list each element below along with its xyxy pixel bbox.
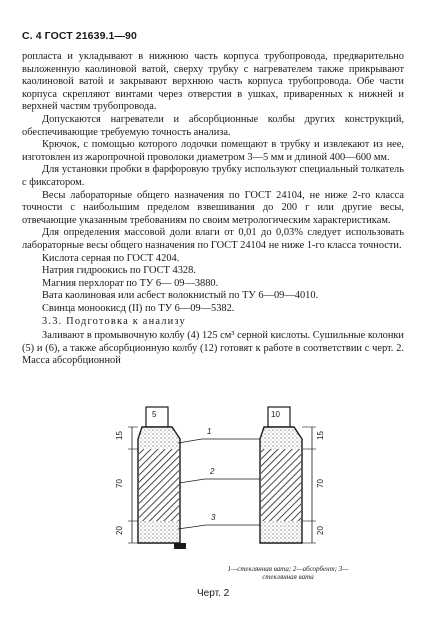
dim-right-middle: 70 [315, 479, 325, 488]
left-top-wool [138, 427, 180, 449]
dim-left-bottom: 20 [114, 526, 124, 535]
callout-1: 1 [207, 427, 212, 436]
reagent-item: Натрия гидроокись по ГОСТ 4328. [42, 265, 196, 277]
dim-right-bottom: 20 [315, 526, 325, 535]
page-header: С. 4 ГОСТ 21639.1—90 [22, 30, 137, 42]
right-bottom-wool [261, 521, 301, 542]
dim-left-top: 15 [114, 431, 124, 440]
figure-drawing [60, 405, 380, 565]
right-column-label: 10 [271, 410, 280, 419]
reagent-item: Магния перхлорат по ТУ 6— 09—3880. [42, 277, 219, 289]
left-column [128, 407, 186, 549]
reagent-item: Вата каолиновая или асбест волокнистый по ТУ 6—09—4010. [42, 290, 319, 302]
dim-left-middle: 70 [114, 479, 124, 488]
right-top-wool [260, 427, 302, 449]
callout-lines [178, 439, 260, 529]
figure-caption: Черт. 2 [197, 588, 230, 599]
body-text [22, 51, 404, 368]
section-heading: 3.3. Подготовка к анализу [42, 316, 186, 328]
paragraph: Заливают в промывочную колбу (4) 125 см³ серной кислоты. Сушильные колонки (5) и (6), а также абсорбционную колбу (12) готовят к работе в соответствии с черт. 2. Масса абсорбционной [22, 330, 404, 367]
paragraph: ропласта и укладывают в нижнюю часть корпуса трубопровода, предварительно выложенную каолиновой ватой, сверху трубку с нагревателем также прикрывают каолиновой ватой и закрывают верхнюю часть корпуса трубопровода. Обе части корпуса скрепляют винтами через отверстия в ушках, приваренных к нижней и верхней частям трубопровода. [22, 51, 404, 113]
callout-2: 2 [210, 467, 215, 476]
dim-right-top: 15 [315, 431, 325, 440]
reagent-item: Кислота серная по ГОСТ 4204. [42, 252, 180, 264]
left-absorbent [139, 449, 179, 521]
left-outlet-tube [174, 543, 186, 549]
callout-3: 3 [211, 513, 216, 522]
paragraph: Для определения массовой доли влаги от 0,01 до 0,03% следует использовать лабораторные весы общего назначения по ГОСТ 24104 не ниже 1-го класса точности. [22, 227, 404, 251]
left-stopper [146, 407, 168, 427]
figure-legend: 1—стеклянная вата; 2—абсорбент; 3—стеклянная вата [227, 565, 349, 581]
paragraph: Для установки пробки в фарфоровую трубку используют специальный толкатель с фиксатором. [22, 164, 404, 188]
right-column [260, 407, 316, 543]
right-absorbent [261, 449, 301, 521]
paragraph: Весы лабораторные общего назначения по ГОСТ 24104, не ниже 2-го класса точности с наибольшим пределом взвешивания до 200 г или другие весы, отвечающие указанным требованиям по своим метрологическим характеристикам. [22, 189, 404, 226]
left-bottom-wool [139, 521, 179, 542]
reagent-item: Свинца моноокисд (II) по ТУ 6—09—5382. [42, 302, 235, 314]
paragraph: Крючок, с помощью которого лодочки помещают в трубку и извлекают из нее, изготовлен из жаропрочной проволоки диаметром 3—5 мм и длиной 400—600 мм. [22, 139, 404, 163]
paragraph: Допускаются нагреватели и абсорбционные колбы других конструкций, обеспечивающие требуемую точность анализа. [22, 113, 404, 138]
left-column-label: 5 [152, 410, 157, 419]
